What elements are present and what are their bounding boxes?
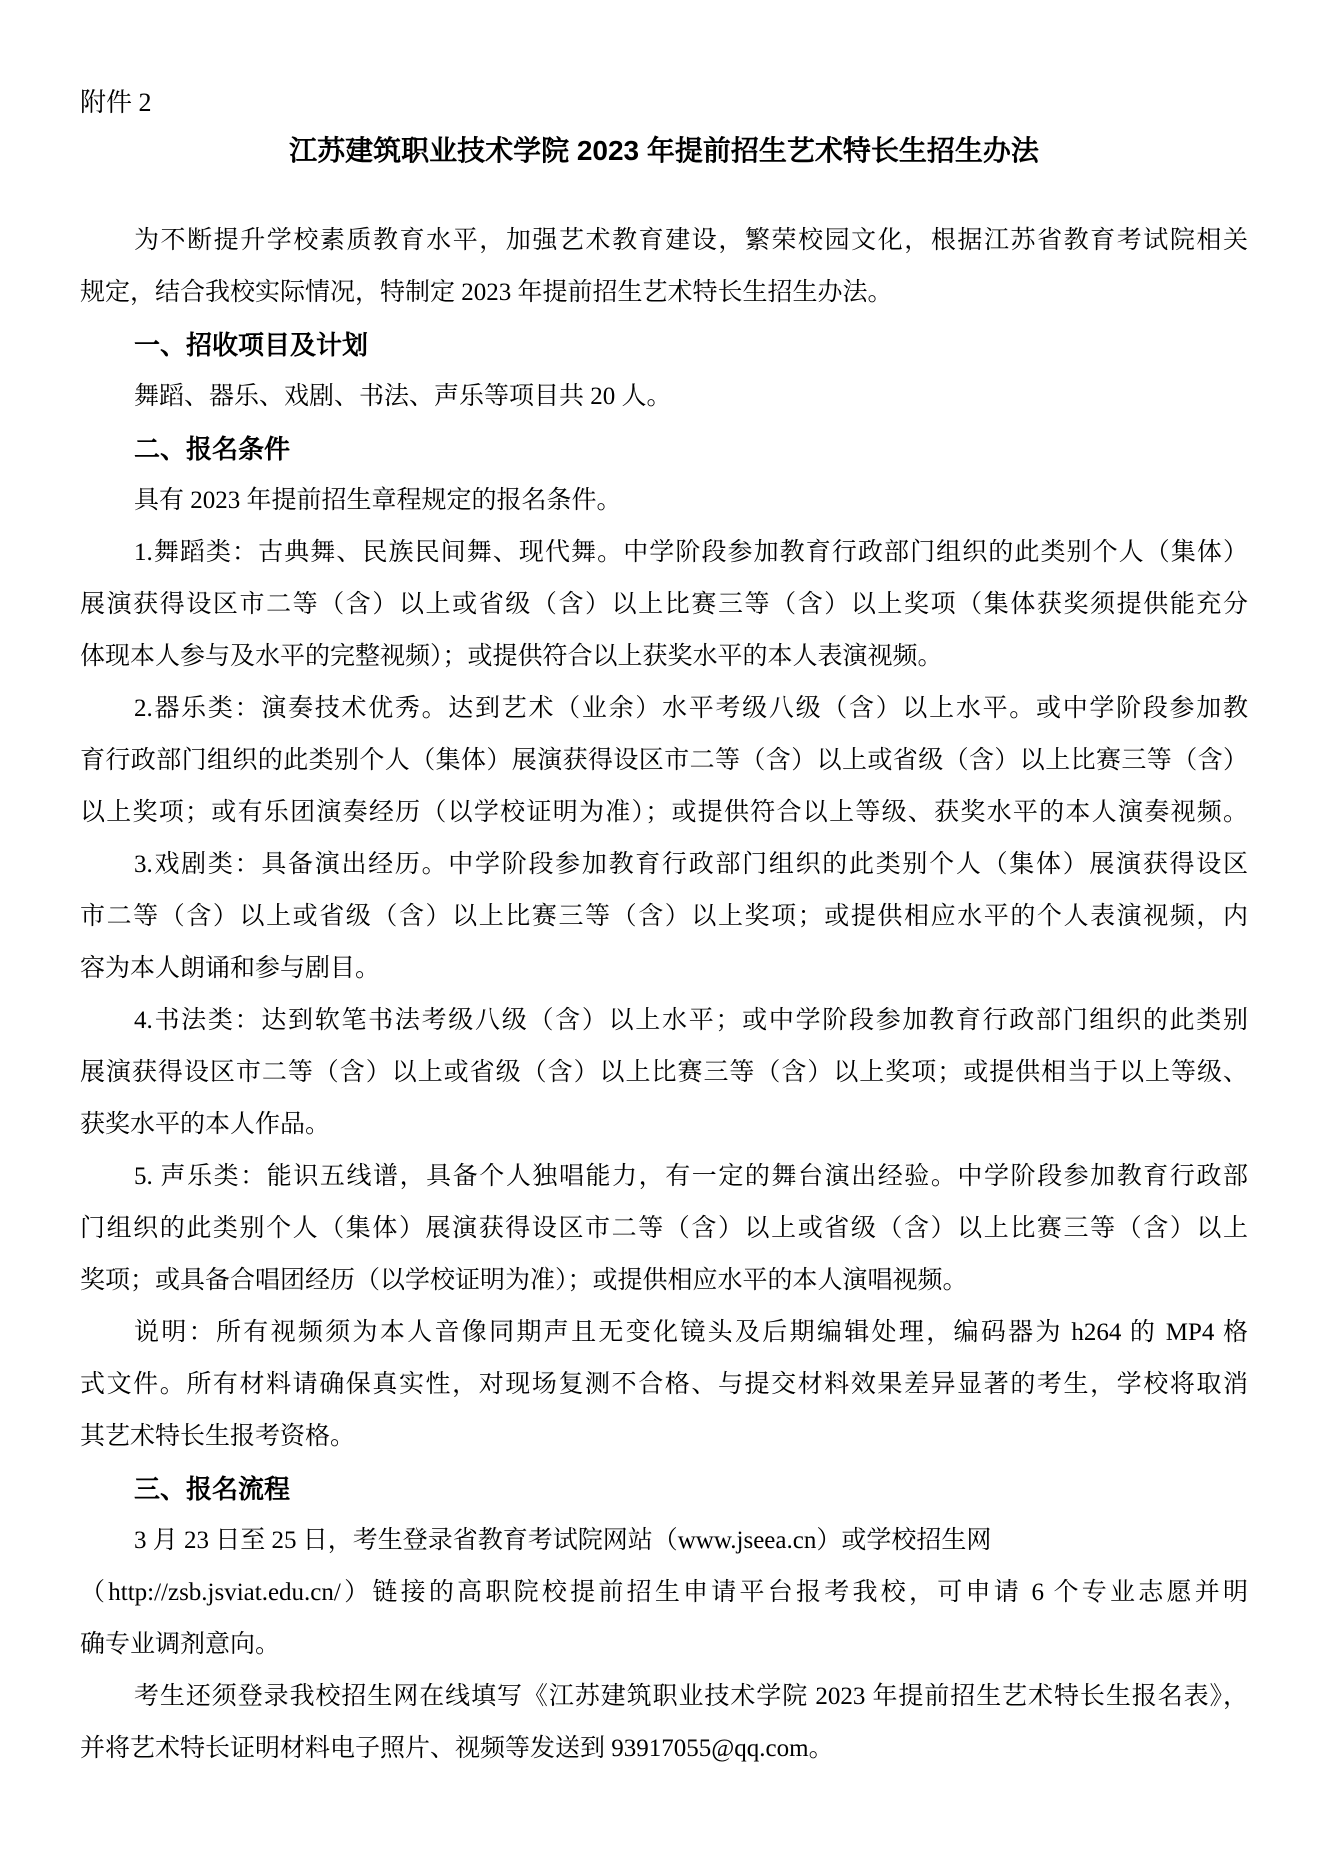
- submission-line-1: 考生还须登录我校招生网在线填写《江苏建筑职业技术学院 2023 年提前招生艺术特长生报名表》，: [134, 1683, 1248, 1710]
- document-title: 江苏建筑职业技术学院 2023 年提前招生艺术特长生招生办法: [289, 135, 1039, 166]
- heading-section-2: 二、报名条件: [134, 434, 291, 464]
- drama-line-3: 容为本人朗诵和参与剧目。: [80, 955, 381, 982]
- vocal-line-3: 奖项；或具备合唱团经历（以学校证明为准）；或提供相应水平的本人演唱视频。: [80, 1267, 968, 1294]
- drama-line-1: 3.戏剧类：具备演出经历。中学阶段参加教育行政部门组织的此类别个人（集体）展演获得设区: [134, 851, 1248, 878]
- dance-line-2: 展演获得设区市二等（含）以上或省级（含）以上比赛三等（含）以上奖项（集体获奖须提供能充分: [80, 591, 1248, 618]
- intro-line-1: 为不断提升学校素质教育水平，加强艺术教育建设，繁荣校园文化，根据江苏省教育考试院相关: [134, 227, 1248, 254]
- intro-line-2: 规定，结合我校实际情况，特制定 2023 年提前招生艺术特长生招生办法。: [80, 279, 893, 306]
- submission-line-2: 并将艺术特长证明材料电子照片、视频等发送到 93917055@qq.com。: [80, 1735, 834, 1762]
- note-line-1: 说明：所有视频须为本人音像同期声且无变化镜头及后期编辑处理，编码器为 h264 的 MP4 格: [134, 1319, 1248, 1346]
- instrument-line-2: 育行政部门组织的此类别个人（集体）展演获得设区市二等（含）以上或省级（含）以上比赛三等（含）: [80, 747, 1248, 774]
- dance-line-3: 体现本人参与及水平的完整视频）；或提供符合以上获奖水平的本人表演视频。: [80, 643, 943, 670]
- registration-line-3: 确专业调剂意向。: [80, 1631, 281, 1658]
- registration-line-2: （http://zsb.jsviat.edu.cn/）链接的高职院校提前招生申请平台报考我校，可申请 6 个专业志愿并明: [80, 1579, 1248, 1606]
- instrument-line-3: 以上奖项；或有乐团演奏经历（以学校证明为准）；或提供符合以上等级、获奖水平的本人演奏视频。: [80, 799, 1248, 826]
- calligraphy-line-2: 展演获得设区市二等（含）以上或省级（含）以上比赛三等（含）以上奖项；或提供相当于以上等级、: [80, 1059, 1248, 1086]
- instrument-line-1: 2.器乐类：演奏技术优秀。达到艺术（业余）水平考级八级（含）以上水平。或中学阶段参加教: [134, 695, 1248, 722]
- plan-line: 舞蹈、器乐、戏剧、书法、声乐等项目共 20 人。: [134, 383, 672, 410]
- attachment-label: 附件 2: [80, 88, 152, 117]
- eligibility-line: 具有 2023 年提前招生章程规定的报名条件。: [134, 487, 622, 514]
- document-body: [80, 215, 1248, 1775]
- heading-section-3: 三、报名流程: [134, 1474, 291, 1504]
- drama-line-2: 市二等（含）以上或省级（含）以上比赛三等（含）以上奖项；或提供相应水平的个人表演视频，内: [80, 903, 1248, 930]
- vocal-line-1: 5. 声乐类：能识五线谱，具备个人独唱能力，有一定的舞台演出经验。中学阶段参加教育行政部: [134, 1163, 1248, 1190]
- registration-line-1: 3 月 23 日至 25 日，考生登录省教育考试院网站（www.jseea.cn）或学校招生网: [134, 1527, 992, 1554]
- calligraphy-line-3: 获奖水平的本人作品。: [80, 1111, 331, 1138]
- heading-section-1: 一、招收项目及计划: [134, 330, 369, 360]
- note-line-3: 其艺术特长生报考资格。: [80, 1423, 356, 1450]
- dance-line-1: 1.舞蹈类：古典舞、民族民间舞、现代舞。中学阶段参加教育行政部门组织的此类别个人（集体）: [134, 539, 1248, 566]
- vocal-line-2: 门组织的此类别个人（集体）展演获得设区市二等（含）以上或省级（含）以上比赛三等（含）以上: [80, 1215, 1248, 1242]
- note-line-2: 式文件。所有材料请确保真实性，对现场复测不合格、与提交材料效果差异显著的考生，学校将取消: [80, 1371, 1248, 1398]
- calligraphy-line-1: 4.书法类：达到软笔书法考级八级（含）以上水平；或中学阶段参加教育行政部门组织的此类别: [134, 1007, 1248, 1034]
